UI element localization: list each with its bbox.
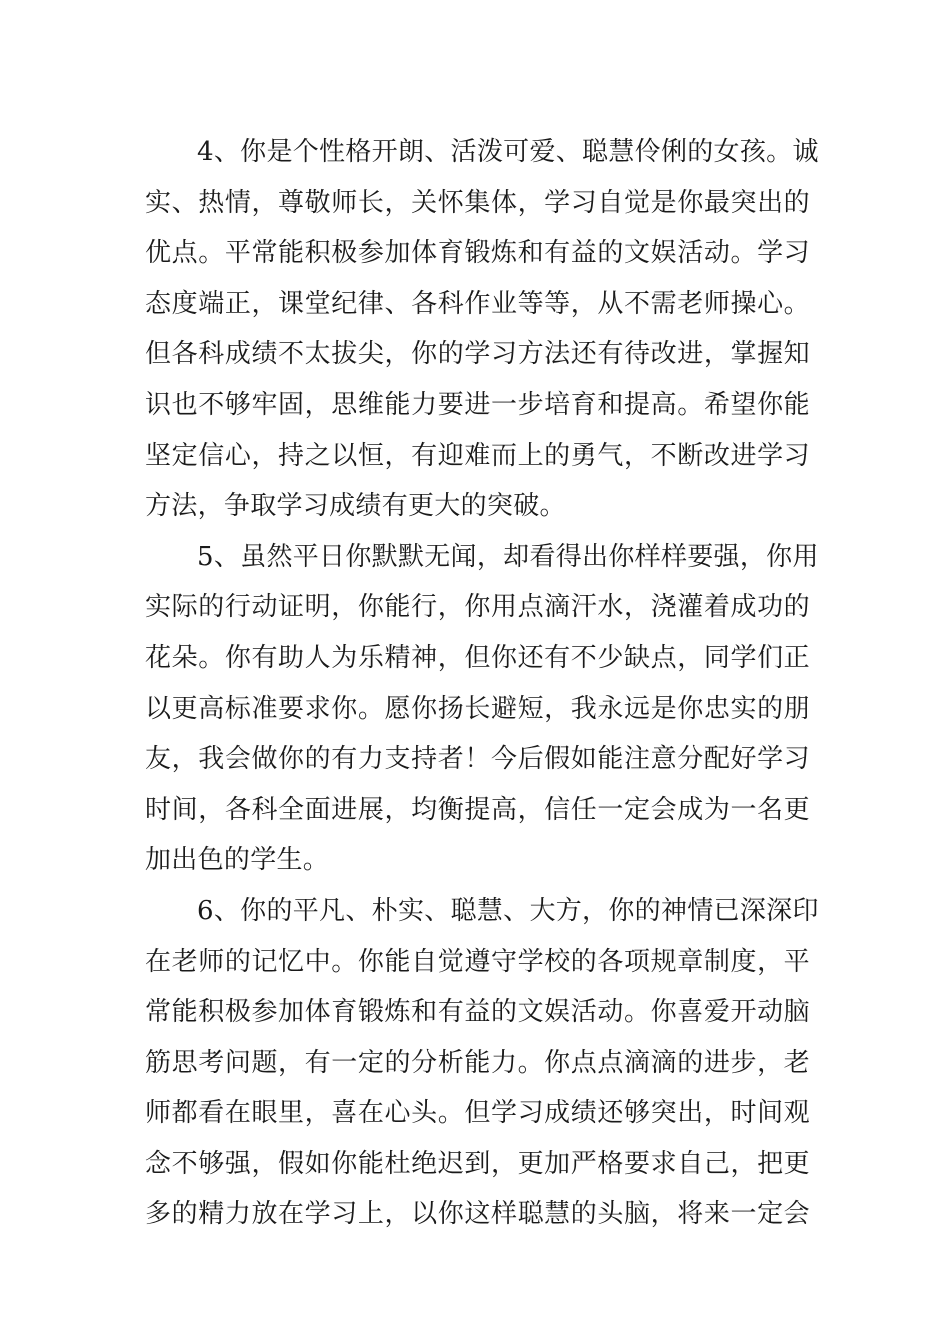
paragraph-line: 时间，各科全面进展，均衡提高，信任一定会成为一名更: [145, 794, 810, 825]
paragraph-line: 常能积极参加体育锻炼和有益的文娱活动。你喜爱开动脑: [145, 997, 810, 1028]
paragraph-5: [145, 532, 819, 886]
paragraph-line: 优点。平常能积极参加体育锻炼和有益的文娱活动。学习: [145, 238, 810, 269]
paragraph-line: 花朵。你有助人为乐精神，但你还有不少缺点，同学们正: [145, 642, 810, 673]
paragraph-line: 态度端正，课堂纪律、各科作业等等，从不需老师操心。: [145, 288, 810, 319]
paragraph-line: 识也不够牢固，思维能力要进一步培育和提高。希望你能: [145, 389, 810, 420]
paragraph-line: 师都看在眼里，喜在心头。但学习成绩还够突出，时间观: [145, 1098, 810, 1129]
paragraph-line: 但各科成绩不太拔尖，你的学习方法还有待改进，掌握知: [145, 339, 810, 370]
paragraph-line: 实、热情，尊敬师长，关怀集体，学习自觉是你最突出的: [145, 187, 810, 218]
document-body: [145, 127, 819, 1240]
paragraph-line: 友，我会做你的有力支持者！今后假如能注意分配好学习: [145, 744, 810, 775]
paragraph-line: 4、你是个性格开朗、活泼可爱、聪慧伶俐的女孩。诚: [197, 137, 819, 167]
paragraph-line: 坚定信心，持之以恒，有迎难而上的勇气，不断改进学习: [145, 440, 810, 471]
paragraph-line: 念不够强，假如你能杜绝迟到，更加严格要求自己，把更: [145, 1148, 810, 1179]
paragraph-4: [145, 127, 819, 532]
paragraph-line: 加出色的学生。: [145, 845, 330, 876]
paragraph-line: 多的精力放在学习上，以你这样聪慧的头脑，将来一定会: [145, 1199, 810, 1230]
paragraph-line: 5、虽然平日你默默无闻，却看得出你样样要强，你用: [197, 541, 819, 572]
paragraph-line: 以更高标准要求你。愿你扬长避短，我永远是你忠实的朋: [145, 693, 810, 724]
paragraph-line: 方法，争取学习成绩有更大的突破。: [145, 491, 566, 522]
paragraph-line: 筋思考问题，有一定的分析能力。你点点滴滴的进步，老: [145, 1047, 810, 1078]
paragraph-line: 实际的行动证明，你能行，你用点滴汗水，浇灌着成功的: [145, 592, 810, 623]
paragraph-line: 6、你的平凡、朴实、聪慧、大方，你的神情已深深印: [197, 895, 819, 926]
paragraph-line: 在老师的记忆中。你能自觉遵守学校的各项规章制度，平: [145, 946, 810, 977]
paragraph-6: [145, 886, 819, 1240]
